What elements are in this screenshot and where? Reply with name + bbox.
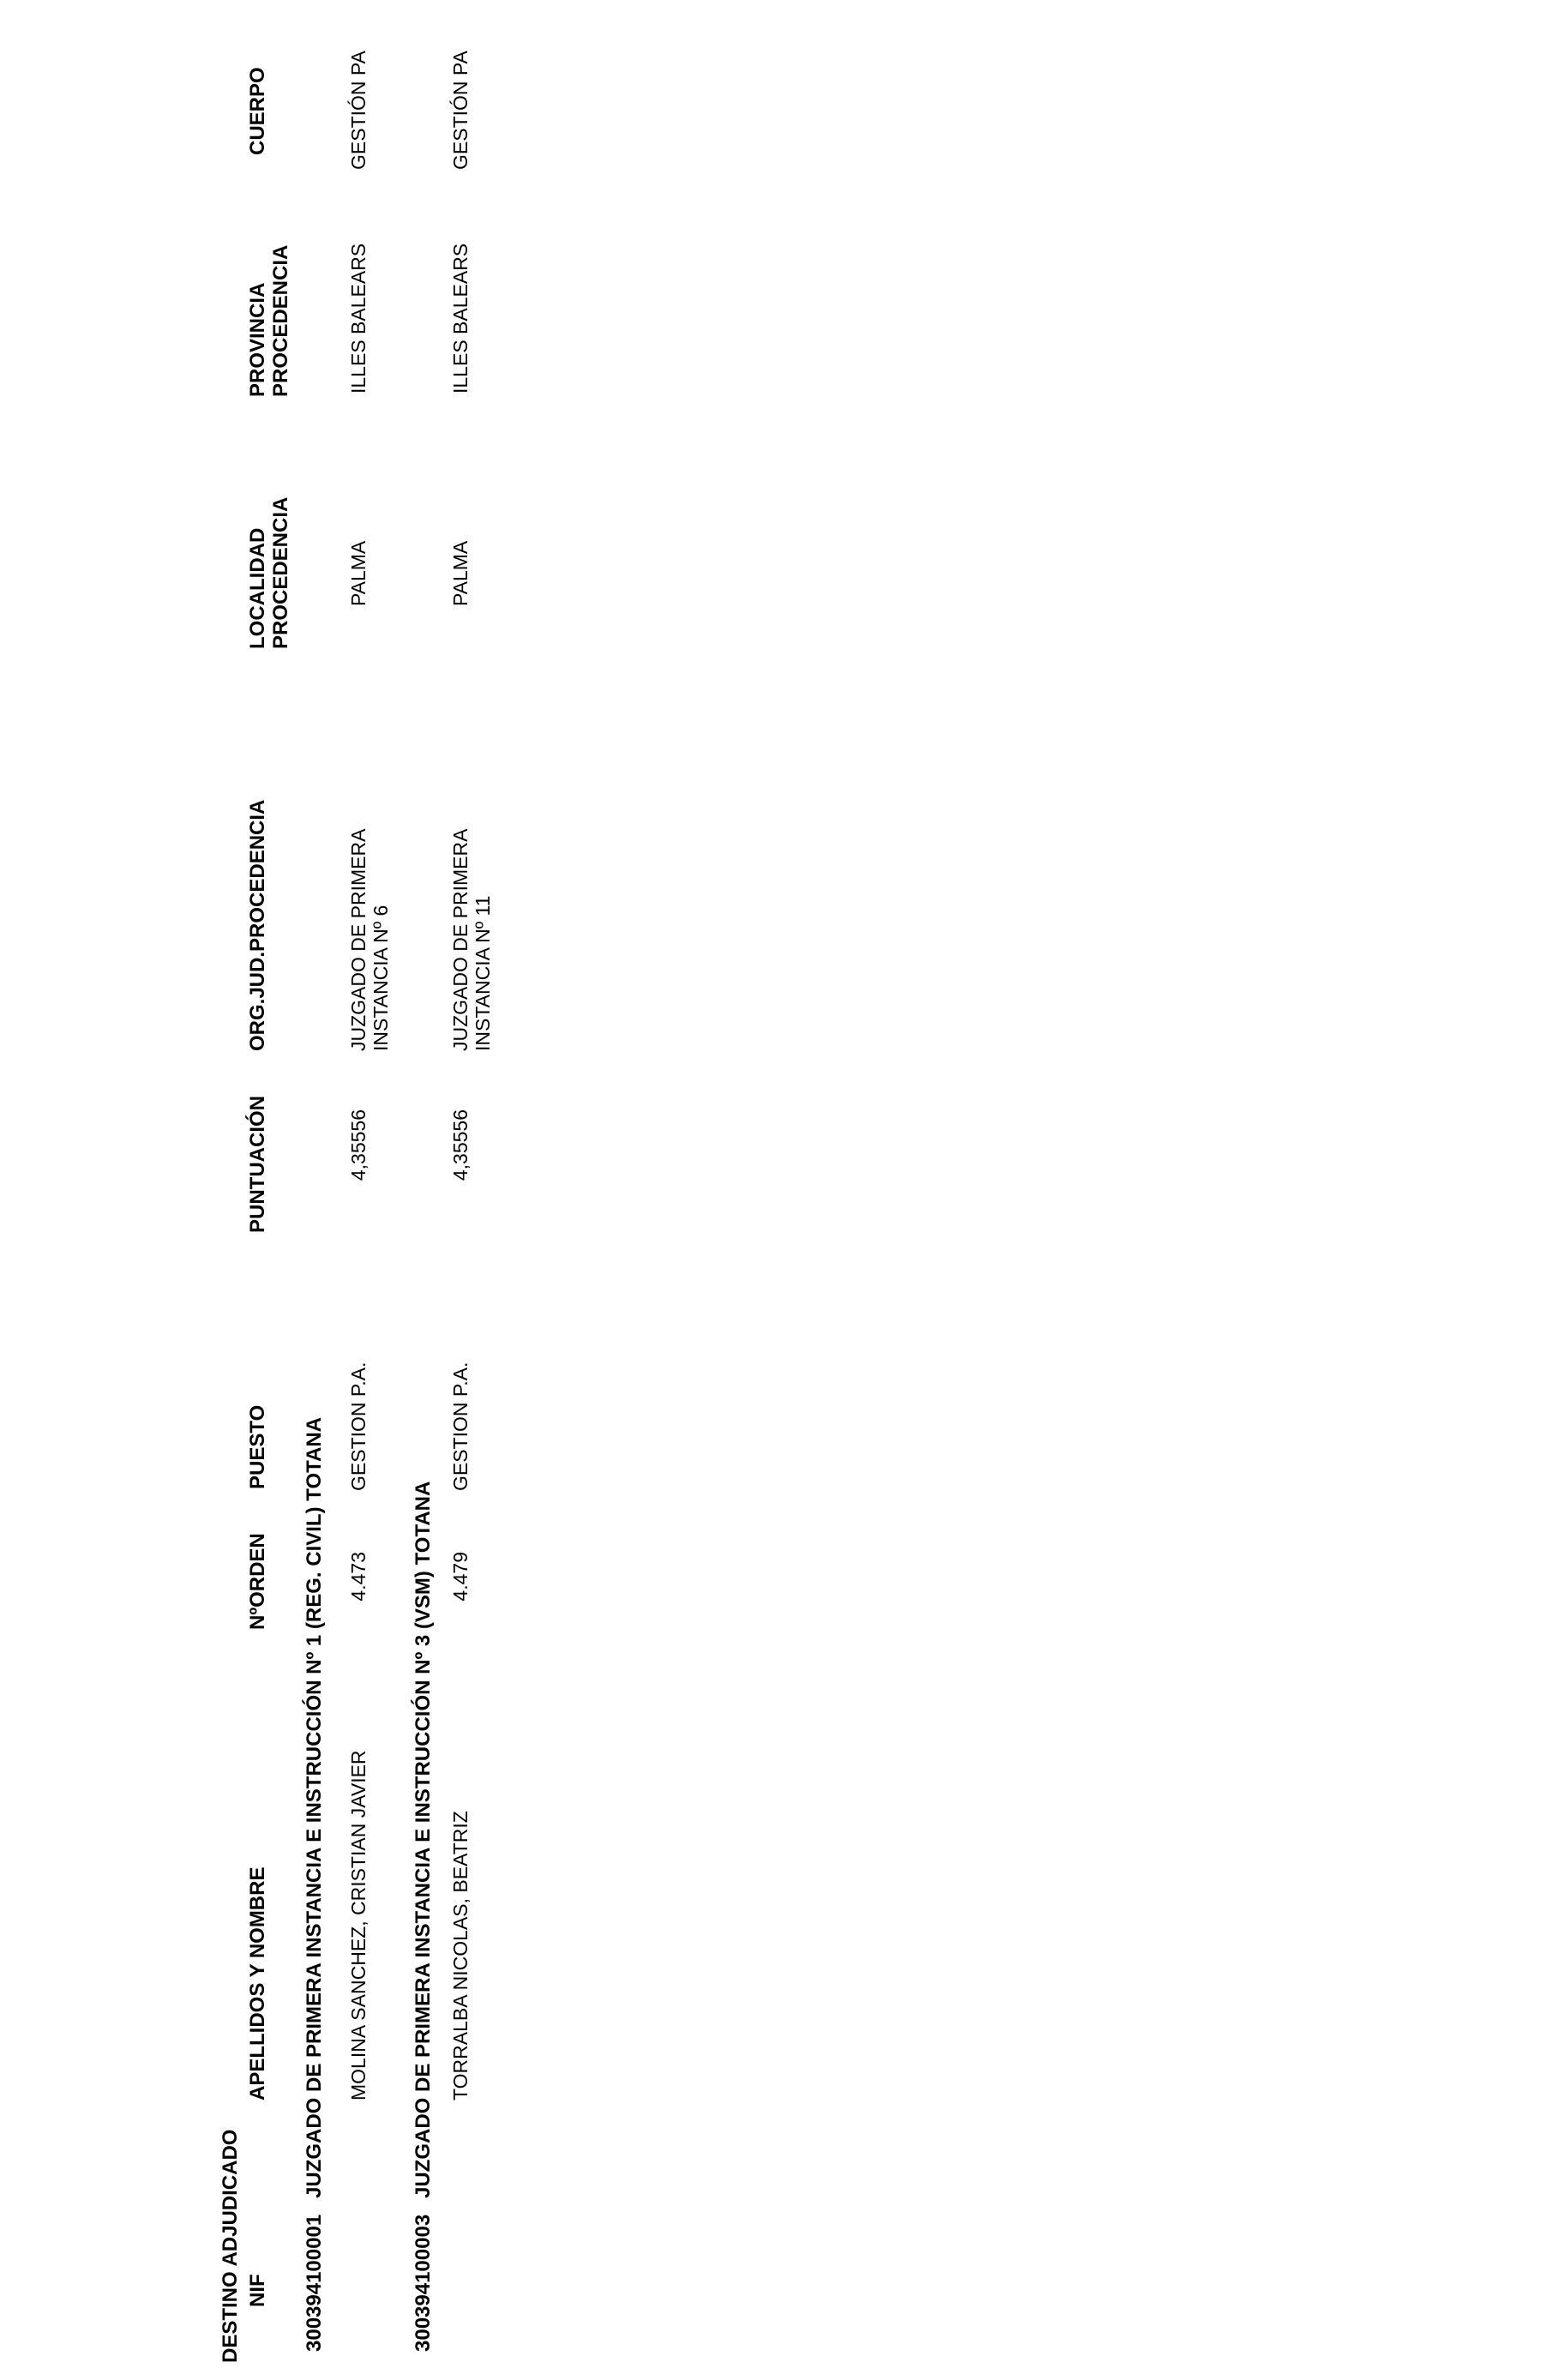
cell-localidad: PALMA: [347, 540, 369, 606]
header-cuerpo: CUERPO: [246, 67, 269, 155]
court-code: 300394100001: [303, 2214, 326, 2352]
cell-org-jud-procedencia: [347, 829, 392, 1051]
header-org-jud-procedencia: ORG.JUD.PROCEDENCIA: [246, 799, 269, 1051]
header-localidad-procedencia: [246, 497, 292, 649]
cell-localidad: PALMA: [449, 540, 472, 606]
cell-norden: 4.479: [449, 1552, 472, 1602]
cell-apellidos-nombre: TORRALBA NICOLAS, BEATRIZ: [449, 1811, 472, 2101]
court-name: JUZGADO DE PRIMERA INSTANCIA E INSTRUCCIÓN Nº 3 (VSM) TOTANA: [412, 1481, 435, 2198]
court-name: JUZGADO DE PRIMERA INSTANCIA E INSTRUCCIÓN Nº 1 (REG. CIVIL) TOTANA: [303, 1416, 326, 2198]
court-code: 300394100003: [412, 2214, 435, 2352]
header-norden: NºORDEN: [246, 1533, 269, 1630]
cell-puesto: GESTION P.A.: [449, 1361, 472, 1491]
cell-puntuacion: 4,35556: [449, 1109, 472, 1181]
header-puntuacion: PUNTUACIÓN: [246, 1096, 269, 1233]
cell-cuerpo: GESTIÓN PA: [347, 51, 369, 170]
header-apellidos-nombre: APELLIDOS Y NOMBRE: [246, 1866, 269, 2101]
cell-provincia: ILLES BALEARS: [449, 243, 472, 394]
header-localidad-line1: LOCALIDAD: [246, 527, 269, 649]
section-title: DESTINO ADJUDICADO: [219, 2129, 242, 2363]
cell-org-jud-line1: JUZGADO DE PRIMERA: [449, 828, 472, 1051]
header-provincia-line2: PROCEDENCIA: [269, 244, 293, 397]
header-provincia-procedencia: [246, 245, 292, 397]
cell-apellidos-nombre: MOLINA SANCHEZ, CRISTIAN JAVIER: [347, 1750, 369, 2101]
cell-puesto: GESTION P.A.: [347, 1361, 369, 1491]
header-puesto: PUESTO: [246, 1404, 269, 1489]
cell-provincia: ILLES BALEARS: [347, 243, 369, 394]
cell-cuerpo: GESTIÓN PA: [449, 51, 472, 170]
cell-org-jud-line2: INSTANCIA Nº 6: [369, 905, 392, 1051]
cell-org-jud-procedencia: [449, 829, 494, 1051]
cell-org-jud-line2: INSTANCIA Nº 11: [471, 895, 494, 1051]
cell-puntuacion: 4,35556: [347, 1109, 369, 1181]
cell-org-jud-line1: JUZGADO DE PRIMERA: [347, 828, 369, 1051]
header-provincia-line1: PROVINCIA: [246, 282, 269, 397]
cell-norden: 4.473: [347, 1552, 369, 1602]
header-nif: NIF: [246, 2274, 269, 2307]
header-localidad-line2: PROCEDENCIA: [269, 496, 293, 649]
